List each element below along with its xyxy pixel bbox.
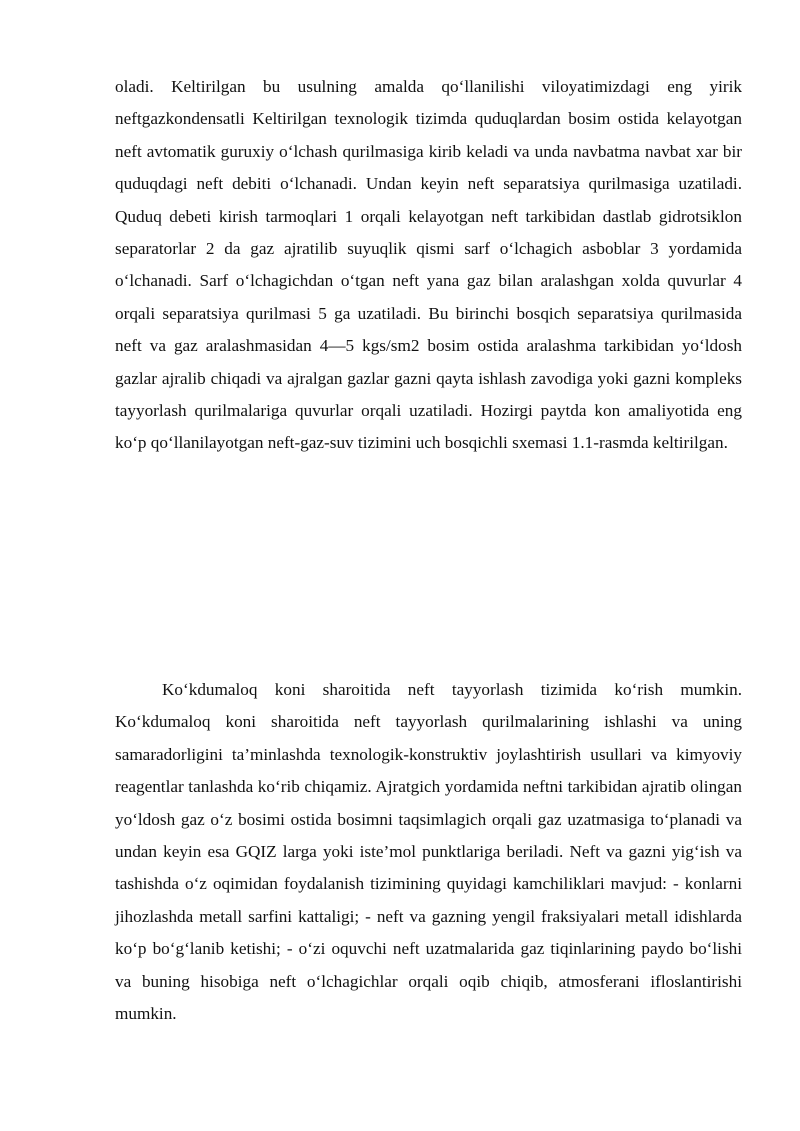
body-paragraph: oladi. Keltirilgan bu usulning amalda qo‘llanilishi viloyatimizdagi eng yirik neftgazkondensatli Keltirilgan texnologik tizimda quduqlardan bosim ostida kelayotgan neft avtomatik guruxiy o‘lchash qurilmasiga kirib keladi va unda navbatma navbat xar bir quduqdagi neft debiti o‘lchanadi. Undan keyin neft separatsiya qurilmasiga uzatiladi. Quduq debeti kirish tarmoqlari 1 orqali kelayotgan neft tarkibidan dastlab gidrotsiklon separatorlar 2 da gaz ajratilib suyuqlik qismi sarf o‘lchagich asboblar 3 yordamida o‘lchanadi. Sarf o‘lchagichdan o‘tgan neft yana gaz bilan aralashgan xolda quvurlar 4 orqali separatsiya qurilmasi 5 ga uzatiladi. Bu birinchi bosqich separatsiya qurilmasida neft va gaz aralashmasidan 4—5 kgs/sm2 bosim ostida aralashma tarkibidan yo‘ldosh gazlar ajralib chiqadi va ajralgan gazlar gazni qayta ishlash zavodiga yoki gazni kompleks tayyorlash qurilmalariga quvurlar orqali uzatiladi. Hozirgi paytda kon amaliyotida eng ko‘p qo‘llanilayotgan neft-gaz-suv tizimini uch bosqichli sxemasi 1.1-rasmda keltirilgan. [115, 77, 742, 453]
body-paragraph: Ko‘kdumaloq koni sharoitida neft tayyorlash tizimida ko‘rish mumkin. Ko‘kdumaloq koni sharoitida neft tayyorlash qurilmalarining ishlashi va uning samaradorligini ta’minlashda texnologik-konstruktiv joylashtirish usullari va kimyoviy reagentlar tanlashda ko‘rib chiqamiz. Ajratgich yordamida neftni tarkibidan ajratib olingan yo‘ldosh gaz o‘z bosimi ostida bosimni taqsimlagich orqali gaz uzatmasiga to‘planadi va undan keyin esa GQIZ larga yoki iste’mol punktlariga beriladi. Neft va gazni yig‘ish va tashishda o‘z oqimidan foydalanish tizimining quyidagi kamchiliklari mavjud: - konlarni jihozlashda metall sarfini kattaligi; - neft va gazning yengil fraksiyalari metall idishlarda ko‘p bo‘g‘lanib ketishi; - o‘zi oquvchi neft uzatmalarida gaz tiqinlarining paydo bo‘lishi va buning hisobiga neft o‘lchagichlar orqali oqib chiqib, atmosferani ifloslantirishi mumkin. [115, 680, 742, 1024]
